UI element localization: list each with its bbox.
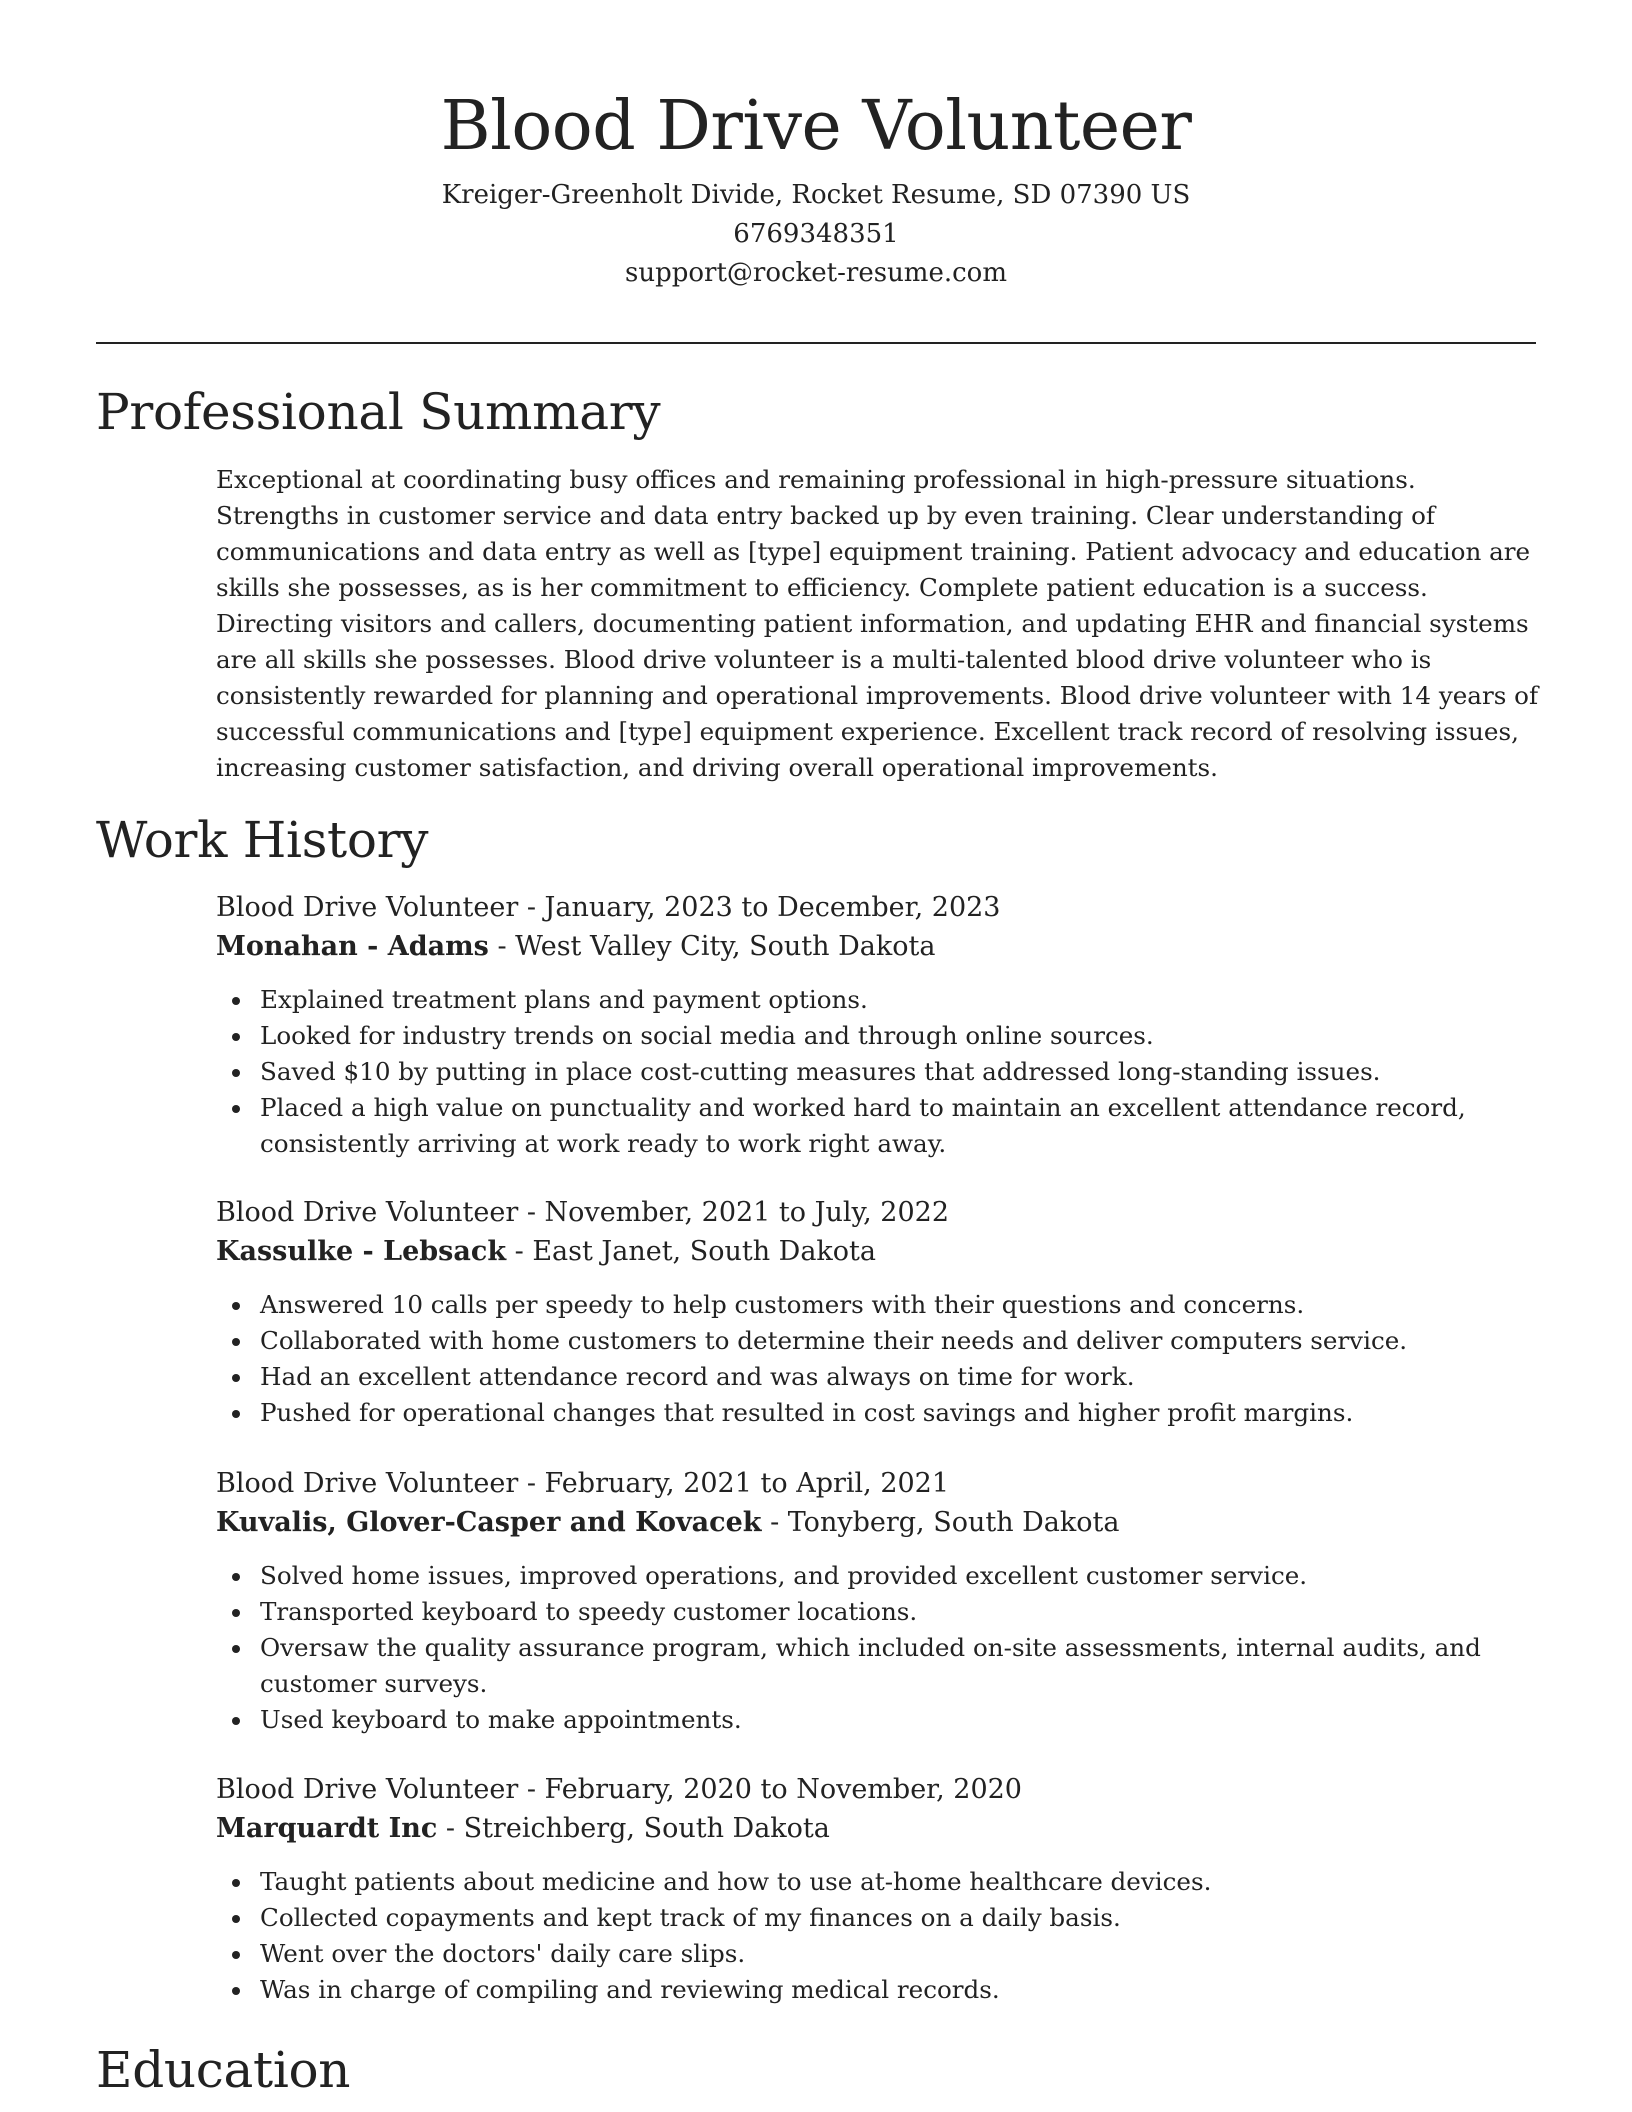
job-company-line (216, 1232, 1546, 1271)
duty-item: Placed a high value on punctuality and worked hard to maintain an excellent attendance record, consistently arriving at work ready to work right away. (216, 1090, 1546, 1162)
duty-item: Solved home issues, improved operations, and provided excellent customer service. (216, 1558, 1546, 1594)
job-dates: - February, 2021 to April, 2021 (518, 1468, 950, 1499)
duty-list (216, 1558, 1546, 1738)
duty-item: Saved $10 by putting in place cost-cutting measures that addressed long-standing issues. (216, 1054, 1546, 1090)
duty-list (216, 982, 1546, 1162)
resume-header (0, 82, 1632, 293)
duty-list (216, 1287, 1546, 1431)
job-entry (216, 888, 1546, 1162)
summary-heading: Professional Summary (96, 383, 661, 441)
job-title-line (216, 1193, 1546, 1232)
job-dates: - November, 2021 to July, 2022 (518, 1197, 950, 1228)
job-location: - Streichberg, South Dakota (437, 1813, 830, 1844)
job-location: - East Janet, South Dakota (506, 1236, 876, 1267)
job-company: Monahan - Adams (216, 931, 489, 962)
contact-email: support@rocket-resume.com (624, 258, 1007, 288)
job-dates: - January, 2023 to December, 2023 (518, 892, 1001, 923)
duty-item: Transported keyboard to speedy customer locations. (216, 1594, 1546, 1630)
job-role: Blood Drive Volunteer (216, 892, 519, 923)
duty-item: Taught patients about medicine and how to use at-home healthcare devices. (216, 1864, 1546, 1900)
duty-item: Collaborated with home customers to determine their needs and deliver computers service. (216, 1323, 1546, 1359)
header-divider (96, 342, 1536, 344)
job-company-line (216, 927, 1546, 966)
duty-item: Answered 10 calls per speedy to help customers with their questions and concerns. (216, 1287, 1546, 1323)
job-company: Kassulke - Lebsack (216, 1236, 507, 1267)
duty-item: Used keyboard to make appointments. (216, 1702, 1546, 1738)
duty-item: Went over the doctors' daily care slips. (216, 1936, 1546, 1972)
job-company: Kuvalis, Glover-Casper and Kovacek (216, 1507, 762, 1538)
job-company: Marquardt Inc (216, 1813, 438, 1844)
job-location: - Tonyberg, South Dakota (761, 1507, 1120, 1538)
duty-item: Looked for industry trends on social media and through online sources. (216, 1018, 1546, 1054)
summary-text: Exceptional at coordinating busy offices and remaining professional in high-pressure situations. Strengths in customer service and data entry backed up by even training. Clear understanding of communications and data entry as well as [type] equipment training. Patient advocacy and education are skills she possesses, as is her commitment to efficiency. Complete patient education is a success. Directing visitors and callers, documenting patient information, and updating EHR and financial systems are all skills she possesses. Blood drive volunteer is a multi-talented blood drive volunteer who is consistently rewarded for planning and operational improvements. Blood drive volunteer with 14 years of successful communications and [type] equipment experience. Excellent track record of resolving issues, increasing customer satisfaction, and driving overall operational improvements. (216, 465, 1539, 782)
education-heading: Education (96, 2041, 351, 2099)
duty-item: Was in charge of compiling and reviewing medical records. (216, 1972, 1546, 2008)
work-history-heading: Work History (96, 811, 429, 869)
duty-list (216, 1864, 1546, 2008)
duty-item: Explained treatment plans and payment options. (216, 982, 1546, 1018)
job-role: Blood Drive Volunteer (216, 1774, 519, 1805)
contact-address: Kreiger-Greenholt Divide, Rocket Resume, SD 07390 US (441, 180, 1191, 210)
job-role: Blood Drive Volunteer (216, 1468, 519, 1499)
duty-item: Pushed for operational changes that resulted in cost savings and higher profit margins. (216, 1395, 1546, 1431)
job-entry (216, 1193, 1546, 1431)
contact-phone: 6769348351 (733, 219, 899, 249)
duty-item: Oversaw the quality assurance program, which included on-site assessments, internal audits, and customer surveys. (216, 1630, 1546, 1702)
job-location: - West Valley City, South Dakota (488, 931, 936, 962)
duty-item: Collected copayments and kept track of my finances on a daily basis. (216, 1900, 1546, 1936)
job-entry (216, 1770, 1546, 2008)
job-entry (216, 1464, 1546, 1738)
job-title-line (216, 888, 1546, 927)
job-company-line (216, 1503, 1546, 1542)
job-dates: - February, 2020 to November, 2020 (518, 1774, 1022, 1805)
job-role: Blood Drive Volunteer (216, 1197, 519, 1228)
candidate-name: Blood Drive Volunteer (440, 87, 1192, 166)
job-title-line (216, 1464, 1546, 1503)
job-company-line (216, 1809, 1546, 1848)
duty-item: Had an excellent attendance record and was always on time for work. (216, 1359, 1546, 1395)
job-title-line (216, 1770, 1546, 1809)
